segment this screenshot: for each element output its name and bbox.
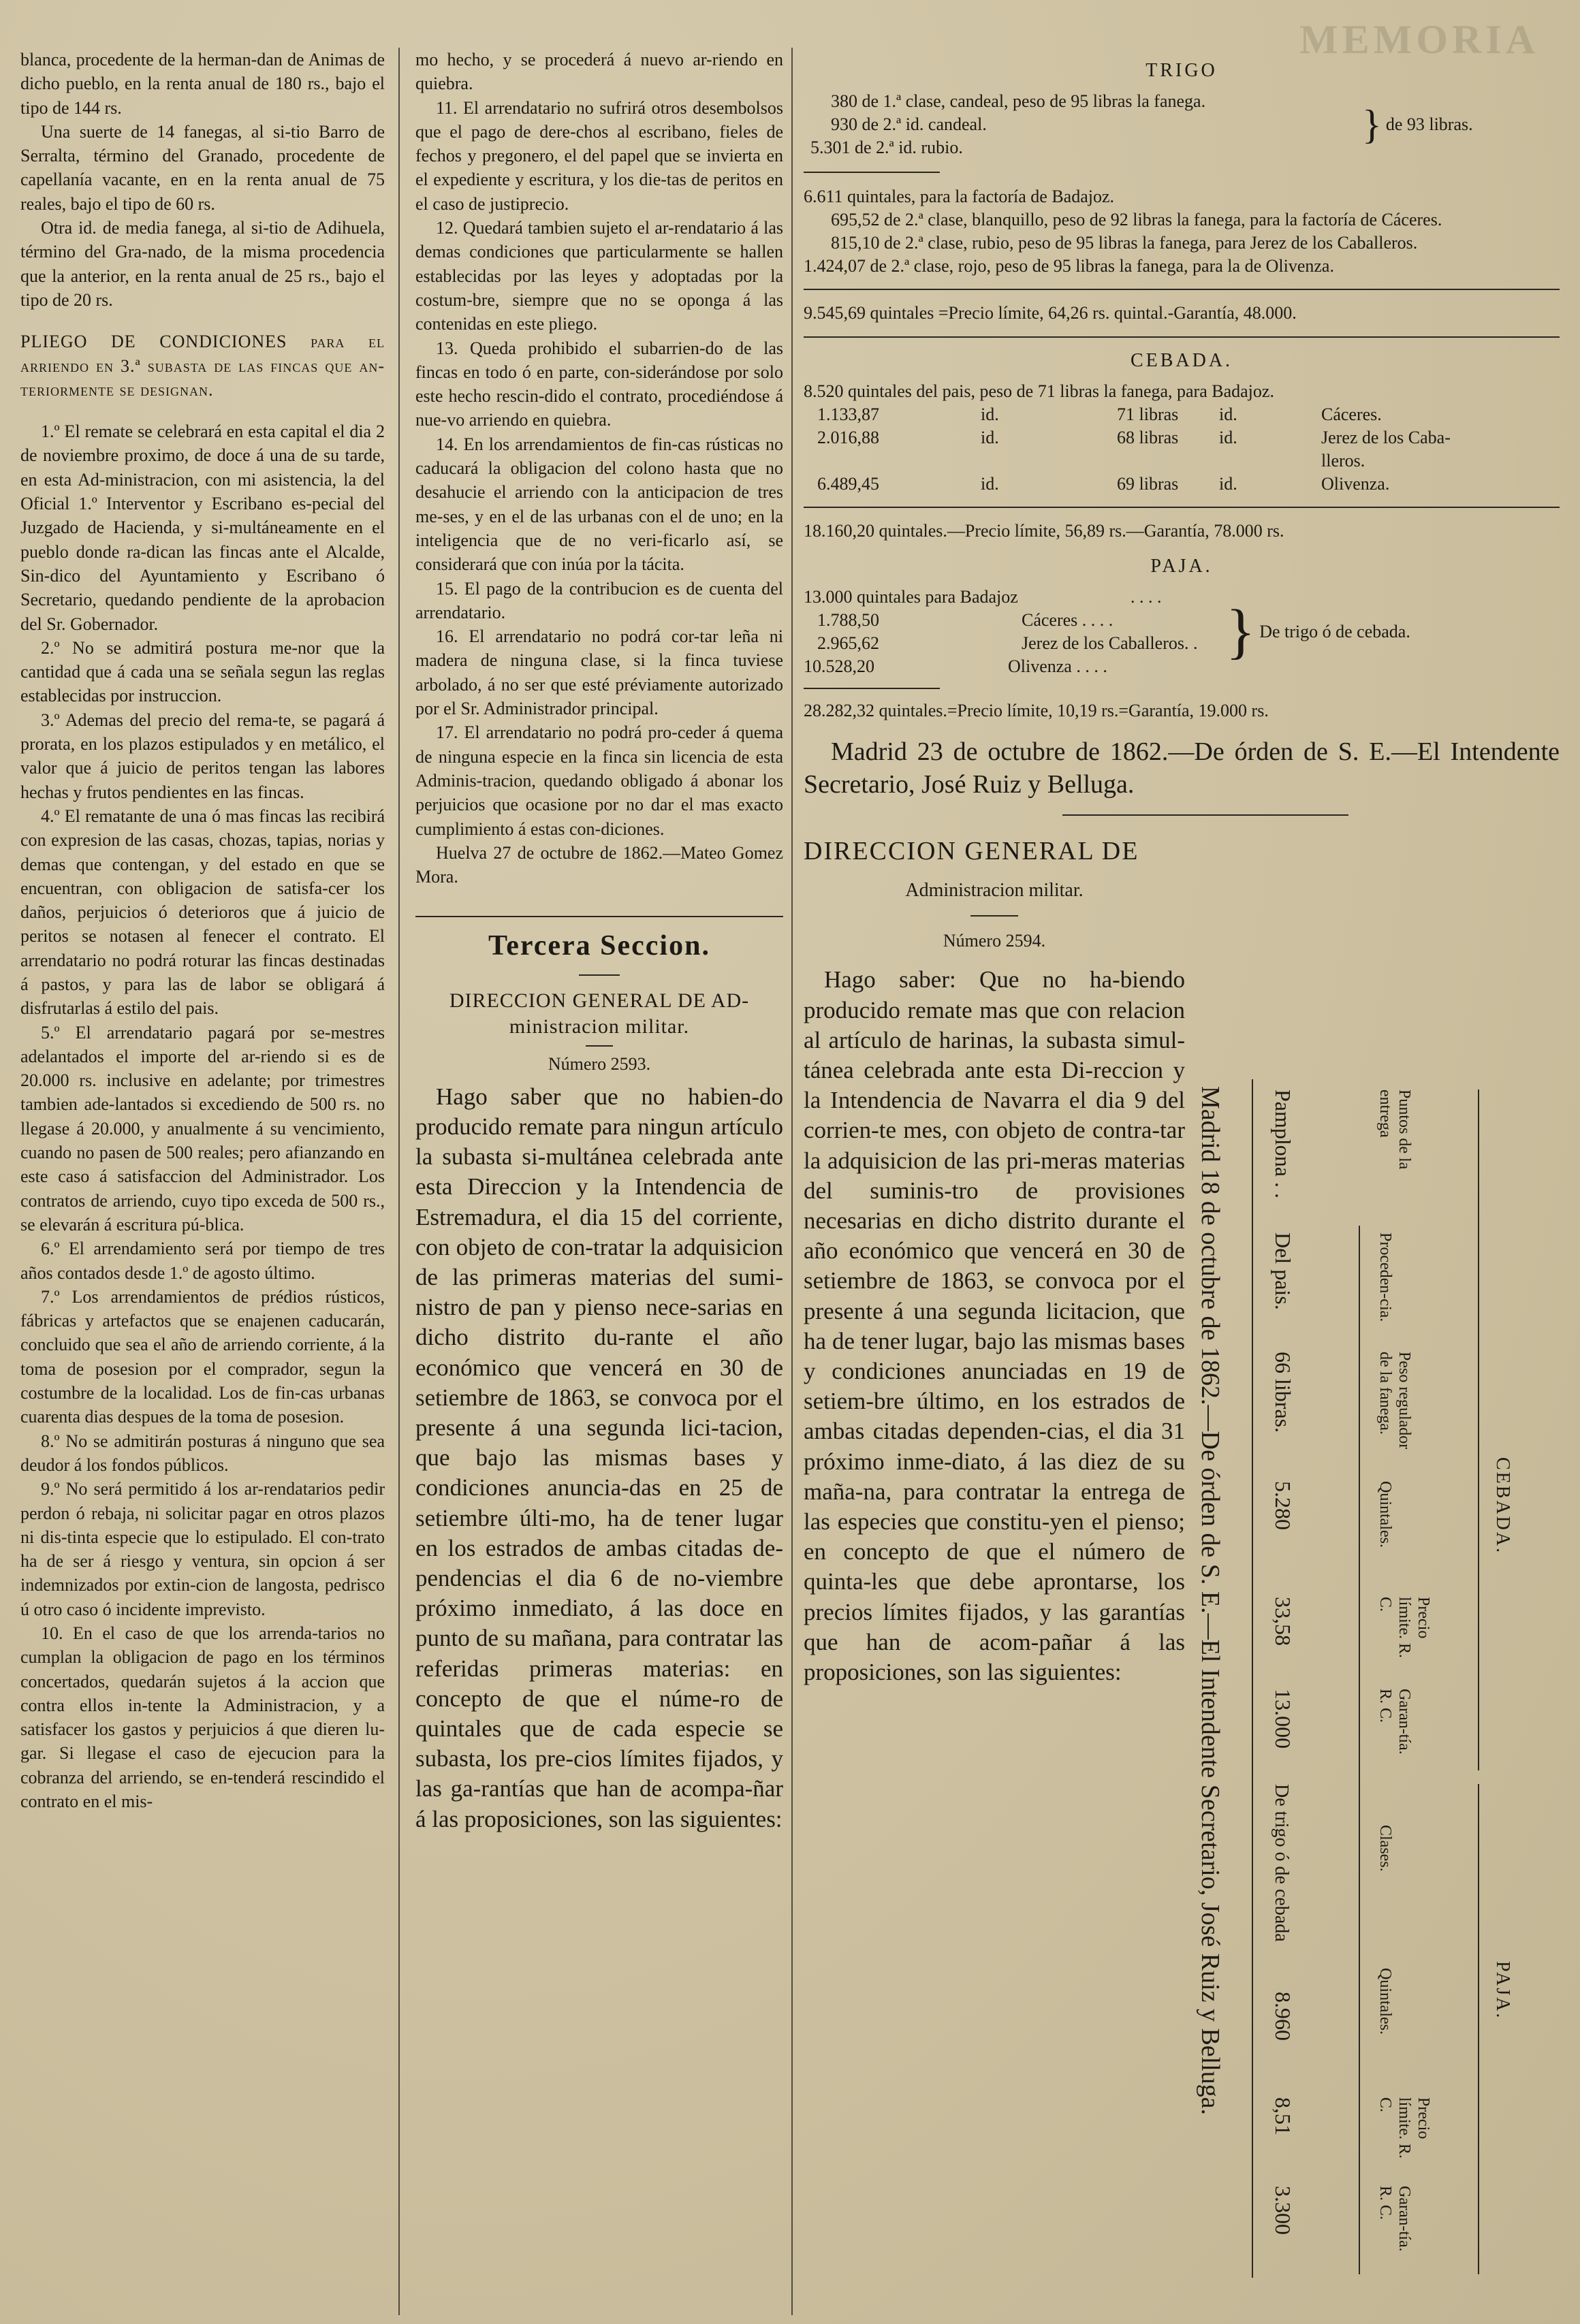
trigo-row: 380 de 1.ª clase, candeal, peso de 95 libras la fanega.: [831, 91, 1206, 111]
column-1: [20, 48, 385, 1813]
condition: 12. Quedará tambien sujeto el ar-rendatario á las demas condiciones que particularmente se hallen establecidas por las leyes y adoptadas por la costum-bre, siempre que no se oponga á las contenidas en este pliego.: [415, 218, 783, 334]
paragraph: Otra id. de media fanega, al si-tio de Adihuela, término del Gra-nado, de la misma procedencia que la anterior, en la renta anual de 25 rs., bajo el tipo de 20 rs.: [20, 218, 385, 310]
cell: id.: [1219, 404, 1237, 424]
cell: 33,58: [1271, 1597, 1295, 1646]
brace: }: [1362, 102, 1382, 147]
divider: [804, 688, 940, 689]
condition: 4.º El rematante de una ó mas fincas las recibirá con expresion de las casas, chozas, tapias, norias y demas que contengan, y del estado en que se encuentran, con obligacion de satisfa-cer los daños, perjuicios ó deterioros que á juicio de peritos se notasen al fenecer el contrato. El arrendatario no podrá roturar las fincas destinadas á pastos, y para las de labor se obligará á disfrutarlas á estilo del pais.: [20, 806, 385, 1019]
trigo-row: 6.611 quintales, para la factoría de Badajoz.: [804, 187, 1115, 206]
trigo-title: TRIGO: [1146, 60, 1218, 81]
table-rule: [1478, 1784, 1479, 2274]
paragraph: Una suerte de 14 fanegas, al si-tio Barro de Serralta, término del Granado, procedente de capellanía vacante, en en la renta anual de 75 reales, bajo el tipo de 60 rs.: [20, 121, 385, 214]
column-header: Puntos de la entrega: [1376, 1089, 1413, 1170]
cell: 8.960: [1271, 1992, 1295, 2041]
paja-total: 28.282,32 quintales.=Precio límite, 10,19 rs.=Garantía, 19.000 rs.: [804, 701, 1269, 720]
trigo-classes: [804, 90, 1560, 159]
column-2: [415, 48, 783, 1834]
column-header: Quintales.: [1376, 1968, 1394, 2035]
cell: 71 libras: [1117, 404, 1179, 424]
numero: Número 2594.: [943, 931, 1046, 951]
divider: [804, 336, 1560, 338]
cell: id.: [1219, 428, 1237, 447]
section-title: Tercera Seccion.: [488, 930, 710, 962]
table-row: [804, 655, 1226, 678]
condition: 10. En el caso de que los arrenda-tarios no cumplan la obligacion de pago en los términos concertados, quedarán sujetos á la accion que contra ellos in-tente la Administracion, y a satisfacer los gastos y perjuicios á que dieren lu-gar. Si llegase el caso de ejecucion para la cobranza del arriendo, se en-tenderá rescindido el contrato en el mis-: [20, 1623, 385, 1812]
condition: 3.º Ademas del precio del rema-te, se pagará á prorata, en los plazos estipulados y en metálico, el valor que á juicio de peritos tengan las labores hechas y frutos pendientes en las fincas.: [20, 710, 385, 802]
cell: 2.965,62: [817, 633, 879, 653]
cebada-title: CEBADA.: [1130, 350, 1233, 371]
table-row: [804, 473, 1560, 496]
cell: Jerez de los Caba-lleros.: [1321, 428, 1451, 471]
table-rule: [1252, 1079, 1253, 2278]
column-3: [804, 48, 1560, 1687]
column-header: Clases.: [1376, 1825, 1394, 1872]
column-header: Proceden-cia.: [1376, 1232, 1394, 1322]
cell: 13.000: [1271, 1689, 1295, 1749]
divider: [579, 974, 620, 976]
condition: 2.º No se admitirá postura me-nor que la cantidad que á cada una se señala segun las reglas establecidas por instruccion.: [20, 637, 385, 706]
direccion-title: DIRECCION GENERAL DE AD-ministracion militar.: [449, 989, 750, 1038]
trigo-row: 1.424,07 de 2.ª clase, rojo, peso de 95 libras la fanega, para la de Olivenza.: [804, 256, 1334, 276]
signature-vertical: Madrid 18 de octubre de 1862.—De órden de S. E.—El Intendente Secretario, José Ruiz y Belluga.: [1196, 1086, 1224, 2116]
announcement-body: Hago saber: Que no ha-biendo producido remate mas que con relacion al artículo de harinas, la subasta simul-tánea celebrada ante esta Di-reccion y la Intendencia de Navarra el dia 9 del corrien-te mes, con objeto de contra-tar la adquisicion de las pri-meras materias del suminis-tro de provisiones necesarias en dicho distrito durante el año económico que vencerá en 30 de setiembre de 1863, se convoca por el presente á una segunda licitacion, que ha de tener lugar, bajo las mismas bases y condiciones anunciadas en 19 de setiem-bre último, en los estrados de ambas citadas dependen-cias, el dia 31 próximo inme-diato, á las diez de su maña-na, para contratar la entrega de las especies que constitu-yen el pienso; en concepto de que el número de quinta-les que debe aprontarse, los precios límites fijados, y las garantías que han de acom-pañar á las proposiciones, son las siguientes:: [804, 966, 1185, 1685]
condition: 16. El arrendatario no podrá cor-tar leña ni madera de ninguna clase, si la finca tuviese arbolado, á no ser que esté préviamente autorizado por el Sr. Administrador principal.: [415, 626, 783, 719]
divider: [1062, 814, 1348, 816]
divider: [415, 916, 783, 917]
signature: Madrid 23 de octubre de 1862.—De órden de S. E.—El Intendente Secretario, José Ruiz y Belluga.: [804, 737, 1560, 799]
paragraph: blanca, procedente de la herman-dan de Animas de dicho pueblo, en la renta anual de 180 rs., bajo el tipo de 144 rs.: [20, 50, 385, 118]
table-row: [804, 255, 1560, 278]
cell: 6.489,45: [817, 474, 879, 494]
column-header: Quintales.: [1376, 1481, 1394, 1548]
trigo-row: 695,52 de 2.ª clase, blanquillo, peso de 92 libras la fanega, para la factoría de Cáceres.: [831, 210, 1442, 229]
table-row: [804, 426, 1560, 473]
cell: 3.300: [1271, 2186, 1295, 2235]
trigo-brace-label: de 93 libras.: [1385, 114, 1473, 134]
column-divider: [791, 48, 793, 2315]
divider: [804, 507, 1560, 508]
condition: 14. En los arrendamientos de fin-cas rústicas no caducará la obligacion del colono hasta que no desahucie el arriendo con la anticipacion de tres me-ses, y en el de las urbanas con el de uno; en la inteligencia que de no veri-ficarlo así, se considerará que con inúa por la tácita.: [415, 434, 783, 575]
cebada-total: 18.160,20 quintales.—Precio límite, 56,89 rs.—Garantía, 78.000 rs.: [804, 521, 1284, 541]
cell: 13.000 quintales para Badajoz: [804, 587, 1018, 607]
condition: 5.º El arrendatario pagará por se-mestres adelantados el importe del ar-riendo si es de 20.000 rs. inclusive en adelante; por trimestres tambien ade-lantados si excediendo de 500 rs. no llegase á 20.000, y anualmente á su vencimiento, cuando no pasen de 500 reales; pero afianzando en este caso á satisfaccion del Administrador. Los contratos de arriendo, cuyo tipo exceda de 500 rs., se elevarán á escritura pú-blica.: [20, 1022, 385, 1235]
table-row: [804, 380, 1560, 403]
announcement-2594: [804, 836, 1185, 1687]
paja-brace-label: De trigo ó de cebada.: [1259, 622, 1410, 641]
direccion-subtitle: Administracion militar.: [905, 880, 1084, 901]
condition: 6.º El arrendamiento será por tiempo de tres años contados desde 1.º de agosto último.: [20, 1239, 385, 1283]
cell: Cáceres.: [1321, 404, 1382, 424]
divider: [586, 1045, 613, 1047]
condition: 17. El arrendatario no podrá pro-ceder á quema de ninguna especie en la finca sin licencia de esta Adminis-tracion, quedando obligado á abonar los perjuicios que ocasione por no dar el mas exacto cumplimiento á estas con-diciones.: [415, 722, 783, 839]
pliego-heading: PLIEGO DE CONDICIONES para el arriendo en 3.ª subasta de las fincas que an-teriormente se designan.: [20, 332, 385, 400]
table-row: [804, 185, 1560, 208]
column-header: Garan-tía. R. C.: [1376, 2186, 1413, 2252]
cell: De trigo ó de cebada: [1271, 1784, 1292, 1942]
signature: Huelva 27 de octubre de 1862.—Mateo Gomez Mora.: [415, 842, 783, 887]
trigo-total: 9.545,69 quintales =Precio límite, 64,26 rs. quintal.-Garantía, 48.000.: [804, 303, 1297, 323]
condition: 9.º No será permitido á los ar-rendatarios pedir perdon ó rebaja, ni solicitar pagar en otros plazos ni dis-tinta especie que lo estipulado. El con-trato ha de ser á riesgo y ventura, sin opcion á ser indemnizados por extin-cion de langosta, pedrisco ú otro caso ó incidente imprevisto.: [20, 1479, 385, 1619]
column-header: Peso regulador de la fanega.: [1376, 1352, 1413, 1450]
cell: 10.528,20: [804, 656, 874, 676]
condition: 15. El pago de la contribucion es de cuenta del arrendatario.: [415, 578, 783, 622]
table-row: [804, 632, 1226, 655]
cell: 5.280: [1271, 1481, 1295, 1530]
cell: Del pais.: [1271, 1232, 1295, 1310]
column-header: Precio límite. R. C.: [1376, 2097, 1432, 2159]
brace: }: [1226, 598, 1256, 665]
table-rule: [1359, 1226, 1360, 2274]
cell: Olivenza . . . .: [1008, 656, 1107, 676]
cell: 1.133,87: [817, 404, 879, 424]
cell: id.: [1219, 474, 1237, 494]
cell: id.: [981, 474, 999, 494]
table-row: [804, 113, 1362, 136]
table-row: [804, 136, 1362, 159]
divider: [804, 172, 940, 173]
cell: id.: [981, 428, 999, 447]
column-header: Garan-tía. R. C.: [1376, 1689, 1413, 1755]
cebada-row: 8.520 quintales del pais, peso de 71 libras la fanega, para Badajoz.: [804, 381, 1274, 401]
cell: Olivenza.: [1321, 474, 1390, 494]
condition: 7.º Los arrendamientos de prédios rústicos, fábricas y artefactos que se enajenen caducarán, concluido que sea el año de arriendo corriente, á la toma de posesion por el comprador, segun la costumbre de la localidad. Los de fin-cas urbanas cuarenta dias despues de la toma de posesion.: [20, 1286, 385, 1427]
paja-rows: [804, 586, 1560, 678]
divider: [804, 289, 1560, 290]
table-rule: [1478, 1089, 1479, 1770]
trigo-row: 815,10 de 2.ª clase, rubio, peso de 95 libras la fanega, para Jerez de los Caballeros.: [831, 233, 1418, 253]
paja-title: PAJA.: [1150, 556, 1213, 577]
cell: 66 libras.: [1271, 1352, 1295, 1433]
table-row: [804, 90, 1362, 113]
cell: id.: [981, 404, 999, 424]
column-header: Precio límite. R. C.: [1376, 1597, 1432, 1658]
watermark: MEMORIA: [1299, 17, 1539, 62]
announcement-body: Hago saber que no habien-do producido remate para ningun artículo la subasta si-multánea celebrada ante esta Direccion y la Intendencia de Estremadura, el dia 15 del corriente, con objeto de con-tratar la adquisicion de las primeras materias del sumi-nistro de pan y pienso nece-sarias en dicho distrito du-rante el año económico que vencerá en 30 de setiembre de 1863, se convoca por el presente á una segunda lici-tacion, que bajo las mismas bases y condiciones anuncia-das en 25 de setiembre últi-mo, ha de tener lugar en los estrados de ambas citadas de-pendencias el dia 6 de no-viembre próximo inmediato, á las doce en punto de su mañana, para contratar las referidas primeras materias: en concepto de que el núme-ro de quintales que de cada especie se subasta, los pre-cios límites fijados, y las ga-rantías que han de acompa-ñar á las proposiciones, son las siguientes:: [415, 1083, 783, 1832]
condition: 8.º No se admitirán posturas á ninguno que sea deudor á los fondos públicos.: [20, 1431, 385, 1475]
cell: Jerez de los Caballeros. .: [1022, 633, 1198, 653]
cell: 2.016,88: [817, 428, 879, 447]
cell: 69 libras: [1117, 474, 1179, 494]
cell: 8,51: [1271, 2097, 1295, 2135]
condition: 11. El arrendatario no sufrirá otros desembolsos que el pago de dere-chos al escribano, fieles de fechos y pregonero, el del papel que se invierta en el expediente y escritura, y los die-tas de peritos en el caso de justiprecio.: [415, 97, 783, 214]
table-row: [804, 232, 1560, 255]
trigo-row: 5.301 de 2.ª id. rubio.: [810, 138, 963, 157]
condition: 1.º El remate se celebrará en esta capital el dia 2 de noviembre proximo, de doce á una de su tarde, en esta Ad-ministracion, con mi asistencia, la del Oficial 1.º Interventor y Escribano es-pecial del Juzgado de Hacienda, y si-multáneamente en el pueblo donde ra-dican las fincas ante el Alcalde, Sin-dico del Ayuntamiento y Escribano ó Secretario, quedando pendiente de la aprobacion del Sr. Gobernador.: [20, 421, 385, 634]
table-row: [804, 208, 1560, 232]
divider: [970, 915, 1018, 917]
group-label: PAJA.: [1492, 1961, 1513, 2020]
cell: 68 libras: [1117, 428, 1179, 447]
column-divider: [398, 48, 400, 2315]
cell: . . . .: [1131, 587, 1162, 607]
table-row: [804, 403, 1560, 426]
table-row: [804, 586, 1226, 609]
cell: Pamplona . .: [1271, 1089, 1295, 1198]
condition: 13. Queda prohibido el subarrien-do de las fincas en todo ó en parte, con-siderándose por solo este hecho rescin-dido el contrato, procediéndose á nue-vo arriendo en quiebra.: [415, 338, 783, 430]
cell: Cáceres . . . .: [1022, 610, 1113, 630]
table-row: [804, 609, 1226, 632]
group-label: CEBADA.: [1492, 1457, 1513, 1555]
paragraph: mo hecho, y se procederá á nuevo ar-riendo en quiebra.: [415, 50, 783, 94]
cell: 1.788,50: [817, 610, 879, 630]
trigo-row: 930 de 2.ª id. candeal.: [831, 114, 987, 134]
direccion-title: DIRECCION GENERAL DE: [804, 837, 1139, 865]
numero: Número 2593.: [548, 1054, 651, 1075]
